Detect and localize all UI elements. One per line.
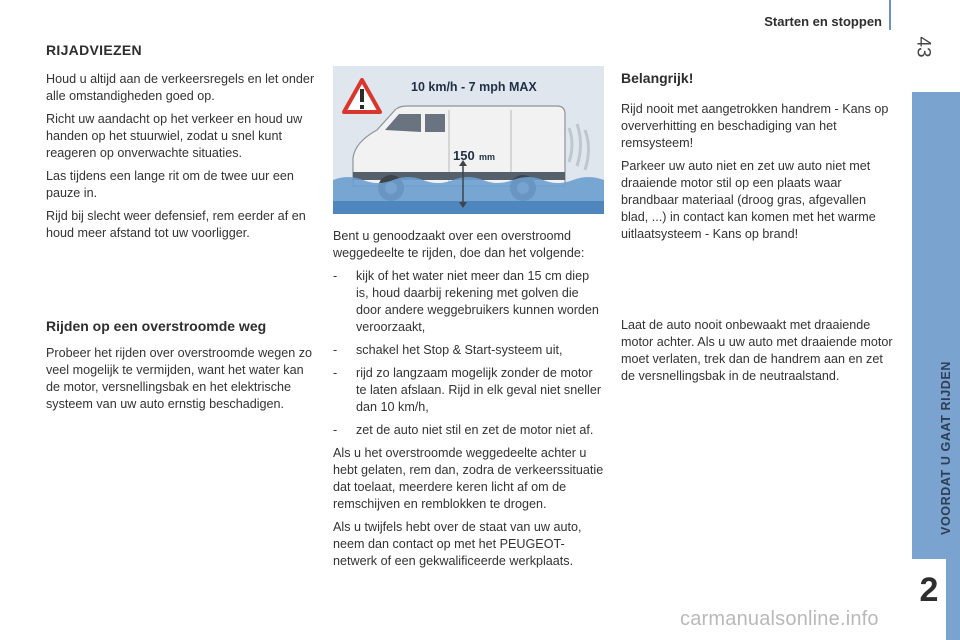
paragraph: Laat de auto nooit onbewaakt met draaiende motor achter. Als u uw auto met draaiende motor moet verlaten, trek dan de handrem aan en zet de versnellingsbak in de neutraalstand. [621, 318, 893, 383]
paragraph: Rijd nooit met aangetrokken handrem - Kans op oververhitting en beschadiging van het remsysteem! [621, 102, 889, 150]
depth-unit: mm [479, 152, 496, 162]
road-surface [333, 201, 604, 214]
chapter-label: VOORDAT U GAAT RIJDEN [939, 361, 953, 535]
column-important [621, 70, 895, 391]
paragraph: Als u het overstroomde weggedeelte achter u hebt gelaten, rem dan, zodra de verkeerssituatie dat toelaat, meerdere keren licht af om de remschijven en remblokken te drogen. [333, 446, 604, 511]
column-flooded-steps [333, 228, 605, 576]
heading-important: Belangrijk! [621, 70, 694, 86]
list-marker: - [333, 269, 338, 283]
header-divider [889, 0, 891, 30]
column-driving-advice [46, 42, 320, 248]
paragraph-flooded-road: Probeer het rijden over overstroomde wegen zo veel mogelijk te vermijden, want het water kan de motor, versnellingsbak en het elektrische systeem van uw auto ernstig beschadigen. [46, 346, 313, 411]
speed-limit-label: 10 km/h - 7 mph MAX [411, 80, 537, 94]
paragraph: Rijd bij slecht weer defensief, rem eerder af en houd meer afstand tot uw voorligger. [46, 209, 306, 240]
list-marker: - [333, 366, 338, 380]
chapter-number-box [912, 559, 946, 640]
paragraph: Las tijdens een lange rit om de twee uur een pauze in. [46, 169, 294, 200]
depth-value: 150 [453, 148, 475, 163]
chapter-sidebar [912, 92, 960, 640]
paragraph: Parkeer uw auto niet en zet uw auto niet met draaiende motor stil op een plaats waar brandbaar materiaal (droog gras, afgevallen blad, ...) in contact kan komen met het warme uitlaatsysteem - Kans op brand! [621, 159, 876, 241]
list-marker: - [333, 423, 338, 437]
chapter-number: 2 [919, 571, 939, 609]
section-title: Starten en stoppen [764, 14, 882, 29]
list-item: - rijd zo langzaam mogelijk zonder de motor te laten afslaan. Rijd in elk geval niet sneller dan 10 km/h, [333, 366, 602, 414]
list-item: - zet de auto niet stil en zet de motor niet af. [333, 423, 594, 437]
heading-driving-advice: RIJADVIEZEN [46, 42, 142, 58]
watermark: carmanualsonline.info [680, 608, 879, 630]
steps-list [333, 268, 605, 439]
list-item: - kijk of het water niet meer dan 15 cm diep is, houd daarbij rekening met golven die door andere weggebruikers kunnen worden veroorzaakt, [333, 269, 599, 334]
flooded-road-illustration [333, 66, 604, 214]
heading-flooded-road: Rijden op een overstroomde weg [46, 318, 267, 334]
list-item: - schakel het Stop & Start-systeem uit, [333, 343, 563, 357]
paragraph: Richt uw aandacht op het verkeer en houd uw handen op het stuurwiel, zodat u snel kunt reageren op onverwachte situaties. [46, 112, 303, 160]
paragraph: Houd u altijd aan de verkeersregels en let onder alle omstandigheden goed op. [46, 72, 315, 103]
list-marker: - [333, 343, 338, 357]
page-number: 43 [912, 36, 934, 58]
paragraph-intro: Bent u genoodzaakt over een overstroomd weggedeelte te rijden, doe dan het volgende: [333, 229, 585, 260]
paragraph: Als u twijfels hebt over de staat van uw auto, neem dan contact op met het PEUGEOT-netwerk of een gekwalificeerde werkplaats. [333, 520, 582, 568]
